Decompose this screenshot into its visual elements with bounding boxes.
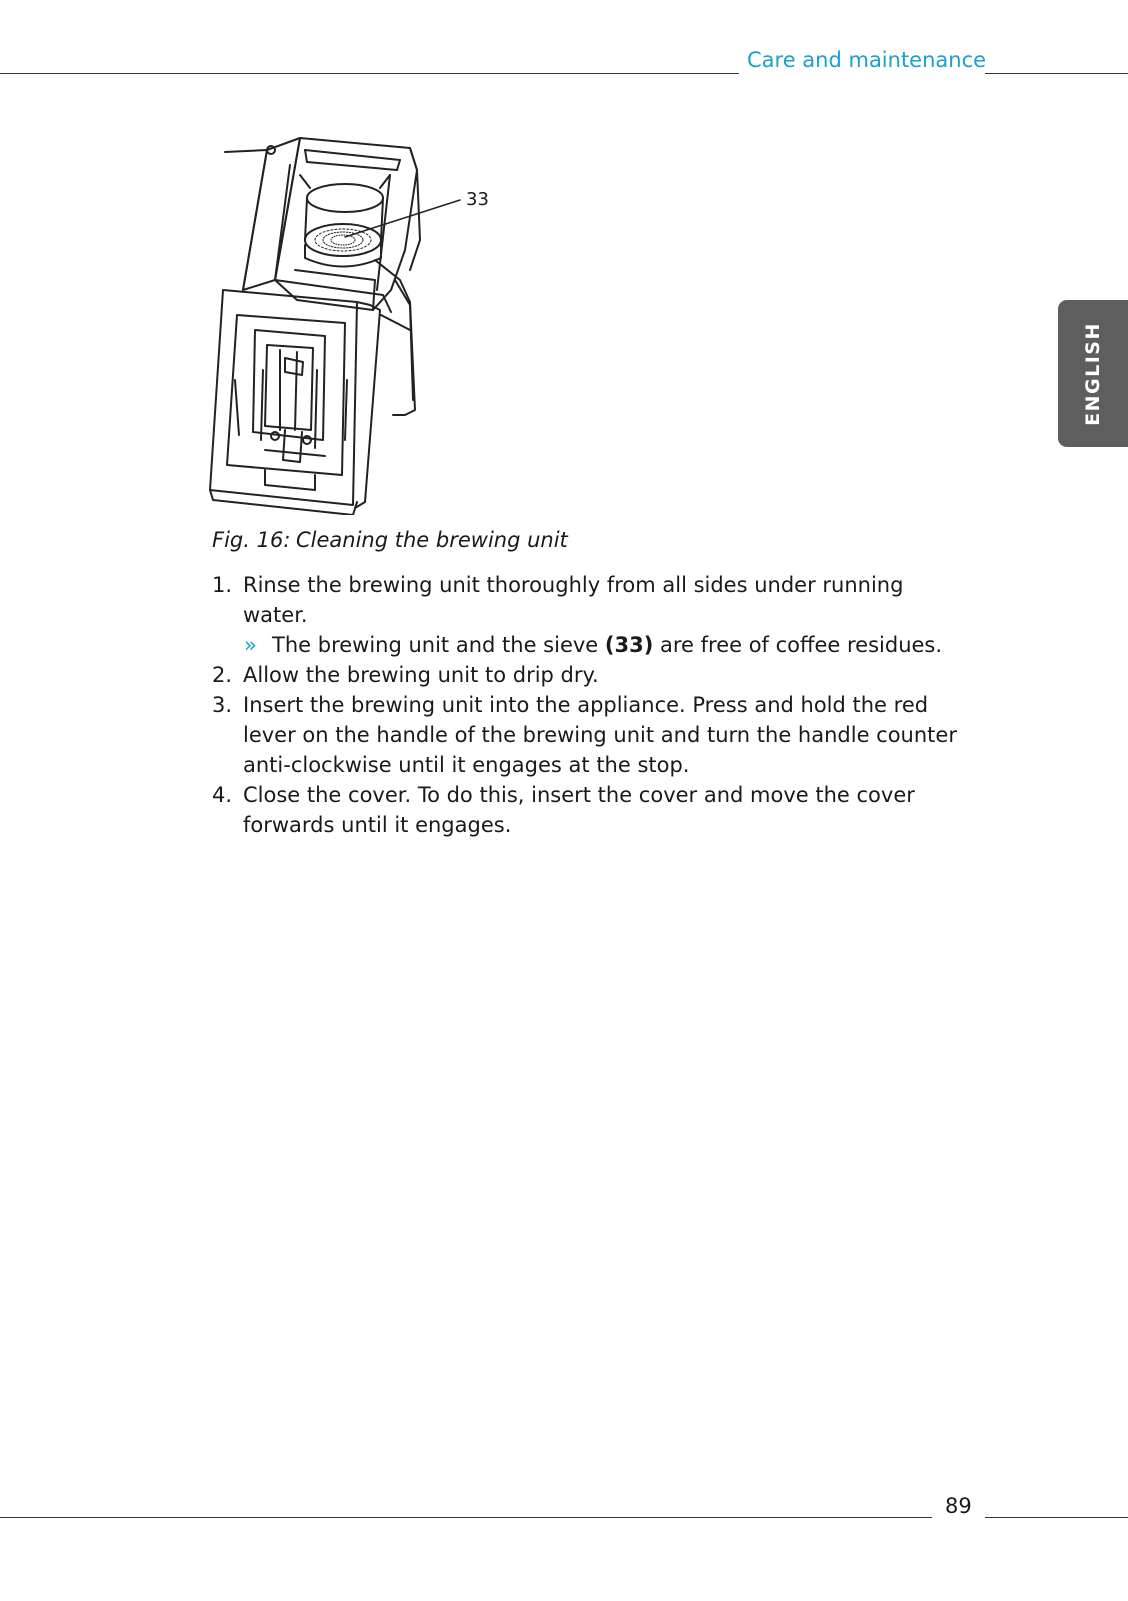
instruction-step — [212, 570, 972, 630]
page-number: 89 — [945, 1494, 972, 1518]
instruction-list — [212, 570, 972, 840]
step-text: Allow the brewing unit to drip dry. — [243, 663, 599, 687]
footer-rule-right — [985, 1517, 1128, 1518]
result-text-before: The brewing unit and the sieve — [272, 633, 605, 657]
instruction-step — [212, 780, 972, 840]
figure-caption — [212, 528, 568, 552]
step-text: Rinse the brewing unit thoroughly from all sides under running water. — [243, 573, 904, 627]
step-text: Close the cover. To do this, insert the cover and move the cover forwards until it engages. — [243, 783, 915, 837]
figure-caption-text: Cleaning the brewing unit — [296, 528, 568, 552]
result-text-after: are free of coffee residues. — [653, 633, 943, 657]
figure-caption-number: Fig. 16: — [212, 528, 291, 552]
step-text: Insert the brewing unit into the appliance. Press and hold the red lever on the handle of the brewing unit and turn the handle counter anti-clockwise until it engages at the stop. — [243, 693, 957, 777]
callout-label-sieve: 33 — [466, 189, 489, 210]
step-number: 1. — [212, 573, 233, 597]
step-number: 3. — [212, 693, 233, 717]
step-number: 2. — [212, 663, 233, 687]
result-reference: (33) — [604, 633, 654, 657]
result-marker: » — [244, 633, 257, 657]
header-rule-right — [985, 73, 1128, 74]
section-title: Care and maintenance — [747, 48, 987, 72]
step-number: 4. — [212, 783, 233, 807]
step-result — [212, 630, 972, 660]
header-rule-left — [0, 73, 739, 74]
language-tab-label: ENGLISH — [1082, 321, 1104, 426]
brewing-unit-illustration — [205, 130, 465, 515]
language-tab — [1058, 300, 1128, 447]
instruction-step — [212, 690, 972, 780]
footer-rule-left — [0, 1517, 932, 1518]
instruction-step — [212, 660, 972, 690]
